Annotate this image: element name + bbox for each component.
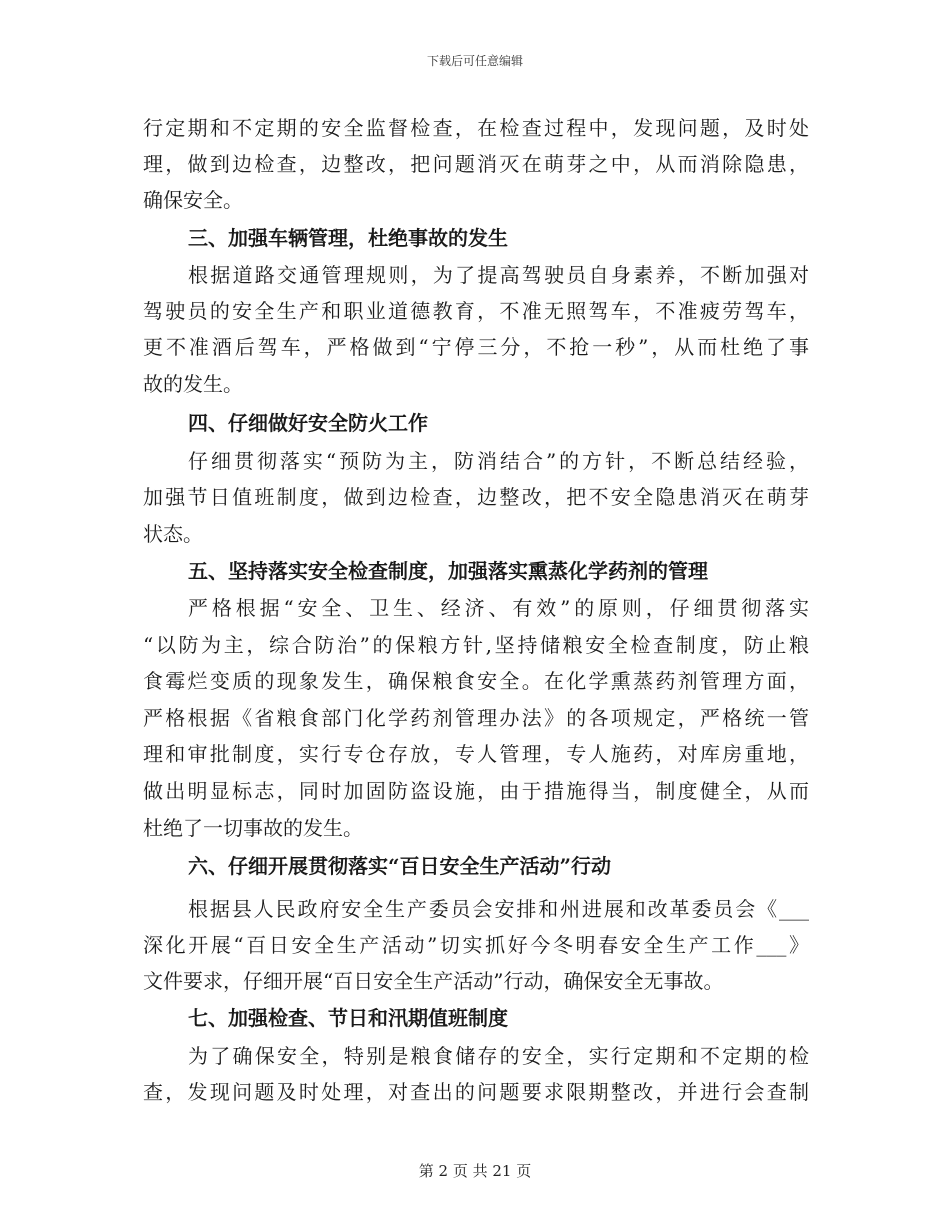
section-heading: 七、加强检查、节日和汛期值班制度 (188, 1006, 508, 1030)
body-line: 驾驶员的安全生产和职业道德教育，不准无照驾车，不准疲劳驾车， (143, 299, 809, 323)
body-line: 根据县人民政府安全生产委员会安排和州进展和改革委员会《___ (188, 897, 809, 921)
body-line: 严格根据《省粮食部门化学药剂管理办法》的各项规定，严格统一管 (143, 706, 809, 730)
body-line: 状态。 (143, 522, 203, 546)
body-line: 理和审批制度，实行专仓存放，专人管理，专人施药，对库房重地， (143, 742, 809, 766)
body-line: 严格根据“安全、卫生、经济、有效”的原则，仔细贯彻落实 (188, 596, 809, 620)
body-line: 为了确保安全，特别是粮食储存的安全，实行定期和不定期的检 (188, 1044, 809, 1068)
body-line: 做出明显标志，同时加固防盗设施，由于措施得当，制度健全，从而 (143, 779, 809, 803)
page-number-footer: 第 2 页 共 21 页 (418, 1162, 532, 1180)
section-heading: 六、仔细开展贯彻落实“百日安全生产活动”行动 (188, 854, 612, 878)
body-line: 根据道路交通管理规则，为了提高驾驶员自身素养，不断加强对 (188, 263, 809, 287)
body-line: 故的发生。 (143, 372, 243, 396)
section-heading: 五、坚持落实安全检查制度，加强落实熏蒸化学药剂的管理 (188, 559, 708, 583)
body-line: 加强节日值班制度，做到边检查，边整改，把不安全隐患消灭在萌芽 (143, 485, 809, 509)
body-line: 文件要求，仔细开展“百日安全生产活动”行动，确保安全无事故。 (143, 969, 724, 993)
body-line: 杜绝了一切事故的发生。 (143, 816, 363, 840)
body-line: “以防为主，综合防治”的保粮方针,坚持储粮安全检查制度，防止粮 (143, 633, 809, 657)
body-line: 查，发现问题及时处理，对查出的问题要求限期整改，并进行会查制 (143, 1080, 809, 1104)
body-line: 确保安全。 (143, 188, 243, 212)
body-line: 行定期和不定期的安全监督检查，在检查过程中，发现问题，及时处 (143, 116, 809, 140)
body-line: 仔细贯彻落实“预防为主，防消结合”的方针，不断总结经验， (188, 449, 809, 473)
body-line: 更不准酒后驾车，严格做到“宁停三分，不抢一秒”，从而杜绝了事 (143, 335, 809, 359)
body-line: 食霉烂变质的现象发生，确保粮食安全。在化学熏蒸药剂管理方面， (143, 669, 809, 693)
body-line: 理，做到边检查，边整改，把问题消灭在萌芽之中，从而消除隐患， (143, 152, 809, 176)
page-header: 下载后可任意编辑 (426, 54, 523, 68)
section-heading: 四、仔细做好安全防火工作 (188, 411, 428, 435)
section-heading: 三、加强车辆管理，杜绝事故的发生 (188, 226, 508, 250)
body-line: 深化开展“百日安全生产活动”切实抓好今冬明春安全生产工作___》 (143, 933, 809, 957)
